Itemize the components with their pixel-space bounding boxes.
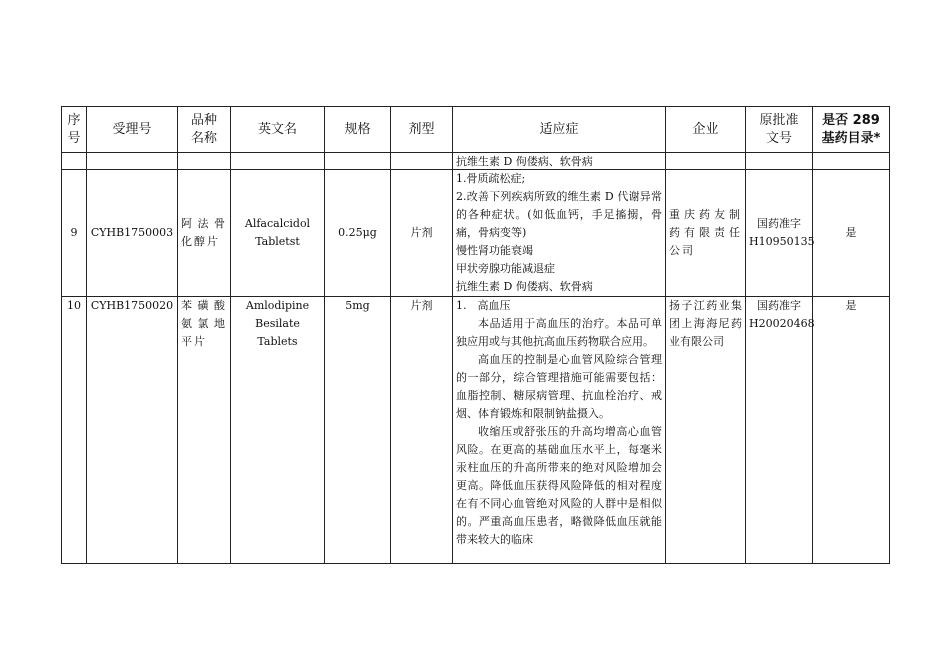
header-english-name: 英文名 [231,107,325,153]
indication-paragraph: 高血压的控制是心血管风险综合管理的一部分，综合管理措施可能需要包括：血脂控制、糖尿病管理、抗血栓治疗、戒烟、体育锻炼和限制钠盐摄入。 [456,353,662,420]
cell-spec [325,153,391,170]
cell-acceptance-no: CYHB1750003 [87,170,178,297]
drug-table [61,106,890,564]
header-essential: 是否 289 基药目录* [813,107,890,153]
indication-line: 甲状旁腺功能减退症 [456,262,555,275]
cell-company: 重庆药友制药有限责任公司 [666,170,746,297]
cell-acceptance-no [87,153,178,170]
cell-company [666,153,746,170]
header-dosage-form: 剂型 [391,107,453,153]
cell-spec: 0.25μg [325,170,391,297]
header-variety-name: 品种 名称 [178,107,231,153]
header-spec: 规格 [325,107,391,153]
indication-line: 慢性肾功能衰竭 [456,244,533,257]
cell-variety-name [178,153,231,170]
table-row [62,297,890,564]
table-row-continuation [62,153,890,170]
cell-dosage-form: 片剂 [391,297,453,564]
indication-line: 1.骨质疏松症; [456,172,526,185]
cell-indication [453,297,666,564]
indication-paragraph: 本品适用于高血压的治疗。本品可单独应用或与其他抗高血压药物联合应用。 [456,317,662,348]
cell-essential: 是 [813,170,890,297]
cell-approval [746,153,813,170]
cell-indication: 抗维生素 D 佝偻病、软骨病 [453,153,666,170]
cell-english-name: Alfacalcidol Tabletst [231,170,325,297]
header-approval: 原批准 文号 [746,107,813,153]
cell-company: 扬子江药业集团上海海尼药业有限公司 [666,297,746,564]
cell-english-name: Amlodipine Besilate Tablets [231,297,325,564]
cell-essential: 是 [813,297,890,564]
indication-line: 2.改善下列疾病所致的维生素 D 代谢异常的各种症状。(如低血钙，手足搐搦，骨痛，骨病变等) [456,190,662,239]
cell-english-name [231,153,325,170]
cell-essential [813,153,890,170]
cell-dosage-form [391,153,453,170]
cell-seq [62,153,87,170]
cell-variety-name: 苯磺酸氨氯地平片 [178,297,231,564]
cell-seq: 9 [62,170,87,297]
cell-spec: 5mg [325,297,391,564]
cell-seq: 10 [62,297,87,564]
cell-indication [453,170,666,297]
header-seq: 序 号 [62,107,87,153]
cell-dosage-form: 片剂 [391,170,453,297]
header-acceptance-no: 受理号 [87,107,178,153]
cell-variety-name: 阿法骨化醇片 [178,170,231,297]
indication-line: 抗维生素 D 佝偻病、软骨病 [456,280,593,293]
table-row [62,170,890,297]
cell-approval: 国药准字 H10950135 [746,170,813,297]
header-indication: 适应症 [453,107,666,153]
header-row [62,107,890,153]
indication-title: 1. 高血压 [456,299,511,312]
cell-approval: 国药准字 H20020468 [746,297,813,564]
cell-acceptance-no: CYHB1750020 [87,297,178,564]
header-company: 企业 [666,107,746,153]
indication-paragraph: 收缩压或舒张压的升高均增高心血管风险。在更高的基础血压水平上，每毫米汞柱血压的升高所带来的绝对风险增加会更高。降低血压获得风险降低的相对程度在有不同心血管绝对风险的人群中是相似的。严重高血压患者，略微降低血压就能带来较大的临床 [456,425,662,546]
